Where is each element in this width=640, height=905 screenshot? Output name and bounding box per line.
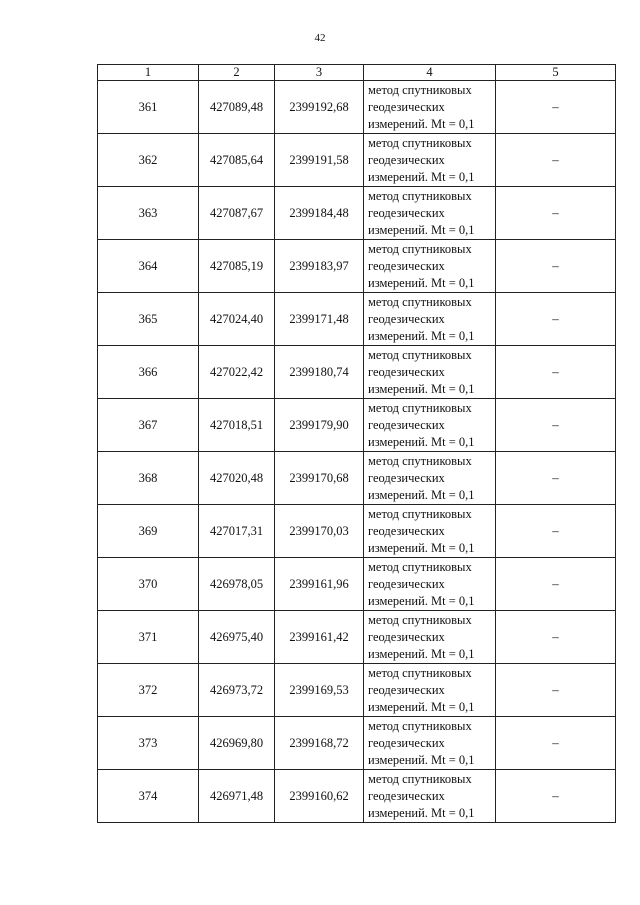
point-number: 365	[98, 293, 199, 346]
coordinate-y: 2399171,48	[275, 293, 364, 346]
method-description	[364, 240, 496, 293]
note-cell: –	[496, 770, 616, 823]
point-number: 363	[98, 187, 199, 240]
point-number: 366	[98, 346, 199, 399]
table-row	[98, 505, 616, 558]
point-number: 367	[98, 399, 199, 452]
coordinate-y: 2399179,90	[275, 399, 364, 452]
table-row	[98, 452, 616, 505]
method-line-1: метод спутниковых	[368, 135, 472, 150]
method-line-3: измерений. Mt = 0,1	[368, 540, 475, 555]
coordinate-y: 2399184,48	[275, 187, 364, 240]
coordinate-x: 426969,80	[199, 717, 275, 770]
table-body	[98, 81, 616, 823]
table-row	[98, 240, 616, 293]
coordinate-y: 2399180,74	[275, 346, 364, 399]
note-cell: –	[496, 611, 616, 664]
method-description	[364, 134, 496, 187]
coordinate-x: 427018,51	[199, 399, 275, 452]
table-row	[98, 346, 616, 399]
method-line-1: метод спутниковых	[368, 347, 472, 362]
point-number: 364	[98, 240, 199, 293]
point-number: 371	[98, 611, 199, 664]
method-line-1: метод спутниковых	[368, 241, 472, 256]
coordinate-x: 427022,42	[199, 346, 275, 399]
table-row	[98, 717, 616, 770]
method-description	[364, 399, 496, 452]
method-line-3: измерений. Mt = 0,1	[368, 275, 475, 290]
point-number: 374	[98, 770, 199, 823]
coordinate-x: 426978,05	[199, 558, 275, 611]
table-row	[98, 81, 616, 134]
method-line-3: измерений. Mt = 0,1	[368, 593, 475, 608]
method-line-3: измерений. Mt = 0,1	[368, 222, 475, 237]
note-cell: –	[496, 81, 616, 134]
coordinate-x: 426975,40	[199, 611, 275, 664]
method-line-3: измерений. Mt = 0,1	[368, 116, 475, 131]
method-line-2: геодезических	[368, 364, 445, 379]
method-line-1: метод спутниковых	[368, 771, 472, 786]
method-description	[364, 770, 496, 823]
method-line-2: геодезических	[368, 311, 445, 326]
point-number: 370	[98, 558, 199, 611]
method-line-2: геодезических	[368, 470, 445, 485]
method-description	[364, 558, 496, 611]
page-number: 42	[314, 32, 326, 44]
coordinate-x: 427087,67	[199, 187, 275, 240]
method-line-3: измерений. Mt = 0,1	[368, 328, 475, 343]
method-line-2: геодезических	[368, 152, 445, 167]
method-line-2: геодезических	[368, 205, 445, 220]
method-description	[364, 81, 496, 134]
coordinate-x: 427024,40	[199, 293, 275, 346]
method-line-3: измерений. Mt = 0,1	[368, 646, 475, 661]
method-line-1: метод спутниковых	[368, 506, 472, 521]
method-line-2: геодезических	[368, 523, 445, 538]
coordinate-x: 427017,31	[199, 505, 275, 558]
method-description	[364, 505, 496, 558]
table-row	[98, 293, 616, 346]
point-number: 373	[98, 717, 199, 770]
coordinate-x: 426973,72	[199, 664, 275, 717]
method-description	[364, 293, 496, 346]
coordinate-x: 427020,48	[199, 452, 275, 505]
coordinate-y: 2399183,97	[275, 240, 364, 293]
table-row	[98, 187, 616, 240]
table-row	[98, 611, 616, 664]
method-line-1: метод спутниковых	[368, 559, 472, 574]
note-cell: –	[496, 293, 616, 346]
method-line-2: геодезических	[368, 258, 445, 273]
method-line-3: измерений. Mt = 0,1	[368, 752, 475, 767]
note-cell: –	[496, 558, 616, 611]
coordinate-y: 2399169,53	[275, 664, 364, 717]
method-line-2: геодезических	[368, 576, 445, 591]
header-col-3: 3	[275, 65, 364, 81]
point-number: 362	[98, 134, 199, 187]
method-description	[364, 346, 496, 399]
method-line-2: геодезических	[368, 629, 445, 644]
method-description	[364, 187, 496, 240]
coordinate-y: 2399161,42	[275, 611, 364, 664]
method-line-3: измерений. Mt = 0,1	[368, 487, 475, 502]
note-cell: –	[496, 346, 616, 399]
method-description	[364, 452, 496, 505]
method-line-2: геодезических	[368, 417, 445, 432]
method-line-2: геодезических	[368, 99, 445, 114]
point-number: 368	[98, 452, 199, 505]
coordinate-y: 2399170,03	[275, 505, 364, 558]
header-col-4: 4	[364, 65, 496, 81]
header-row	[98, 65, 616, 81]
table-row	[98, 664, 616, 717]
method-description	[364, 717, 496, 770]
method-line-3: измерений. Mt = 0,1	[368, 434, 475, 449]
method-line-1: метод спутниковых	[368, 612, 472, 627]
coordinate-y: 2399168,72	[275, 717, 364, 770]
header-col-5: 5	[496, 65, 616, 81]
method-line-1: метод спутниковых	[368, 400, 472, 415]
note-cell: –	[496, 240, 616, 293]
table-row	[98, 399, 616, 452]
header-col-1: 1	[98, 65, 199, 81]
method-line-3: измерений. Mt = 0,1	[368, 805, 475, 820]
coordinate-x: 426971,48	[199, 770, 275, 823]
method-line-1: метод спутниковых	[368, 82, 472, 97]
method-line-1: метод спутниковых	[368, 718, 472, 733]
coordinate-y: 2399160,62	[275, 770, 364, 823]
point-number: 372	[98, 664, 199, 717]
coordinate-y: 2399192,68	[275, 81, 364, 134]
note-cell: –	[496, 452, 616, 505]
coordinate-x: 427085,19	[199, 240, 275, 293]
method-line-1: метод спутниковых	[368, 453, 472, 468]
method-line-1: метод спутниковых	[368, 294, 472, 309]
table-row	[98, 558, 616, 611]
coordinate-x: 427089,48	[199, 81, 275, 134]
note-cell: –	[496, 134, 616, 187]
note-cell: –	[496, 505, 616, 558]
header-col-2: 2	[199, 65, 275, 81]
note-cell: –	[496, 717, 616, 770]
coordinate-y: 2399191,58	[275, 134, 364, 187]
table-row	[98, 134, 616, 187]
method-line-2: геодезических	[368, 788, 445, 803]
method-line-2: геодезических	[368, 682, 445, 697]
table-row	[98, 770, 616, 823]
method-line-3: измерений. Mt = 0,1	[368, 169, 475, 184]
method-line-3: измерений. Mt = 0,1	[368, 699, 475, 714]
method-line-3: измерений. Mt = 0,1	[368, 381, 475, 396]
method-line-1: метод спутниковых	[368, 188, 472, 203]
coordinate-y: 2399170,68	[275, 452, 364, 505]
coordinate-y: 2399161,96	[275, 558, 364, 611]
coordinates-table	[97, 64, 616, 823]
point-number: 361	[98, 81, 199, 134]
method-description	[364, 664, 496, 717]
point-number: 369	[98, 505, 199, 558]
method-description	[364, 611, 496, 664]
coordinate-x: 427085,64	[199, 134, 275, 187]
method-line-2: геодезических	[368, 735, 445, 750]
method-line-1: метод спутниковых	[368, 665, 472, 680]
note-cell: –	[496, 664, 616, 717]
note-cell: –	[496, 187, 616, 240]
note-cell: –	[496, 399, 616, 452]
